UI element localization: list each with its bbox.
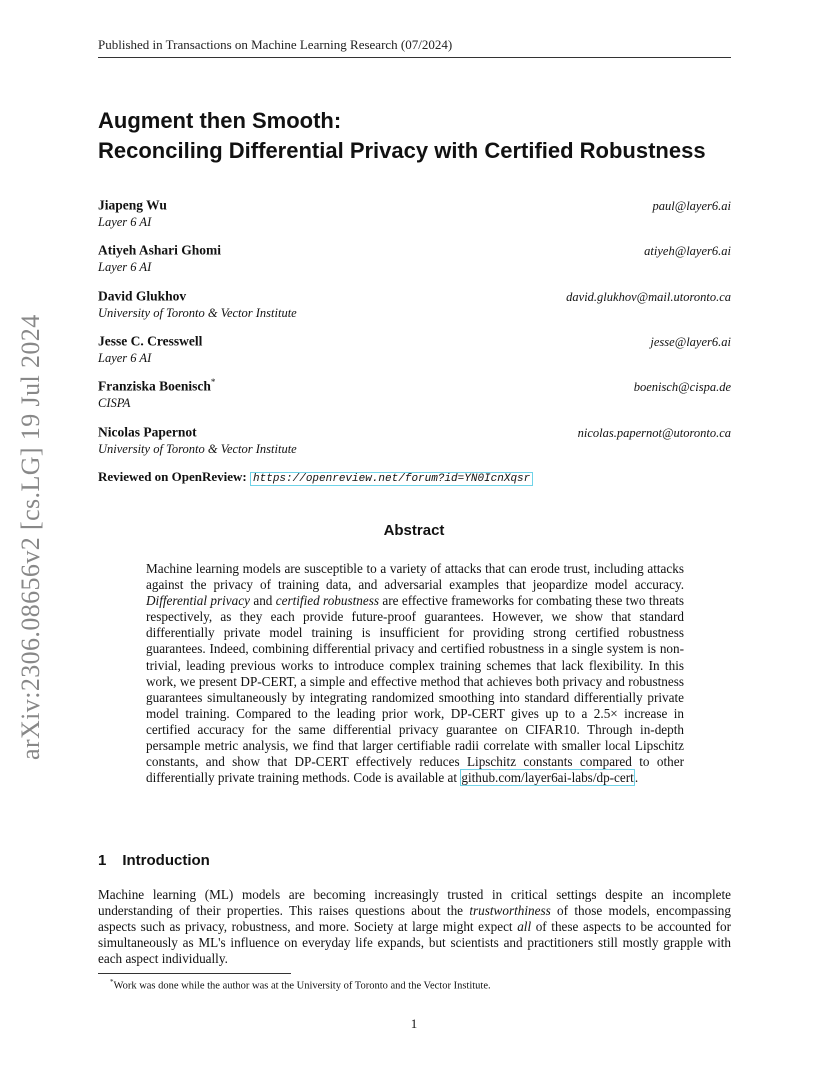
author-name: Franziska Boenisch*	[98, 377, 216, 394]
section-title: Introduction	[122, 852, 210, 869]
author-email[interactable]: jesse@layer6.ai	[650, 334, 731, 349]
page-number: 1	[410, 1016, 418, 1031]
introduction-paragraph: Machine learning (ML) models are becoming increasingly trusted in critical settings despite an incomplete understanding of their properties. This raises questions about the trustworthiness of those models, encompassing aspects such as privacy, robustness, and more. Society at large might expect all of these aspects to be accounted for simultaneously as ML's influence on everyday life expands, but scientists and practitioners still mostly grapple with each aspect individually.	[98, 887, 731, 967]
author-email[interactable]: nicolas.papernot@utoronto.ca	[577, 425, 731, 440]
author-block	[98, 377, 731, 411]
author-name: Nicolas Papernot	[98, 424, 197, 440]
running-header: Published in Transactions on Machine Learning Research (07/2024)	[98, 37, 731, 58]
title-line-1: Augment then Smooth:	[98, 108, 342, 133]
author-affiliation: Layer 6 AI	[98, 214, 152, 229]
author-name: David Glukhov	[98, 288, 187, 304]
author-affiliation: University of Toronto & Vector Institute	[98, 305, 297, 320]
abstract-body: Machine learning models are susceptible to a variety of attacks that can erode trust, including attacks against the privacy of training data, and adversarial examples that jeopardize model accuracy. Differential privacy and certified robustness are effective frameworks for combating these two threats respectively, as they each provide future-proof guarantees. However, we show that standard differentially private model training is insufficient for providing strong certified robustness guarantees. Indeed, combining differential privacy and certified robustness in a single system is non-trivial, leading previous works to introduce complex training schemes that lack flexibility. In this work, we present DP-CERT, a simple and effective method that achieves both privacy and robustness guarantees simultaneously by integrating randomized smoothing into standard differentially private model training. Compared to the leading prior work, DP-CERT gives up to a 2.5× increase in certified accuracy for the same differential privacy guarantee on CIFAR10. Through in-depth persample metric analysis, we find that larger certifiable radii correlate with smaller local Lipschitz constants, and show that DP-CERT effectively reduces Lipschitz constants compared to other differentially private training methods. Code is available at github.com/layer6ai-labs/dp-cert.	[146, 561, 684, 786]
author-name: Atiyeh Ashari Ghomi	[98, 242, 222, 258]
section-number: 1	[98, 852, 107, 869]
author-email[interactable]: atiyeh@layer6.ai	[644, 243, 731, 258]
author-block	[98, 287, 731, 321]
author-affiliation: Layer 6 AI	[98, 259, 152, 274]
author-block	[98, 196, 731, 230]
openreview-link[interactable]: https://openreview.net/forum?id=YN0IcnXqsr	[250, 472, 533, 486]
paper-title	[98, 106, 738, 166]
openreview-line	[98, 469, 533, 485]
author-block	[98, 423, 731, 457]
author-name: Jiapeng Wu	[98, 197, 167, 213]
code-link[interactable]: github.com/layer6ai-labs/dp-cert	[461, 770, 634, 786]
author-email[interactable]: paul@layer6.ai	[652, 198, 731, 213]
footnote-rule	[98, 973, 291, 974]
author-affiliation: Layer 6 AI	[98, 350, 152, 365]
author-email[interactable]: boenisch@cispa.de	[633, 379, 731, 394]
abstract-heading: Abstract	[383, 522, 445, 539]
author-block	[98, 241, 731, 275]
author-name: Jesse C. Cresswell	[98, 333, 203, 349]
author-block	[98, 332, 731, 366]
author-affiliation: CISPA	[98, 395, 131, 410]
section-heading-introduction	[98, 852, 210, 869]
author-email[interactable]: david.glukhov@mail.utoronto.ca	[566, 289, 731, 304]
footnote: *Work was done while the author was at the University of Toronto and the Vector Institute.	[110, 978, 491, 992]
author-affiliation: University of Toronto & Vector Institute	[98, 441, 297, 456]
openreview-label: Reviewed on OpenReview:	[98, 469, 247, 484]
title-line-2: Reconciling Differential Privacy with Certified Robustness	[98, 138, 706, 163]
arxiv-stamp: arXiv:2306.08656v2 [cs.LG] 19 Jul 2024	[16, 314, 45, 760]
